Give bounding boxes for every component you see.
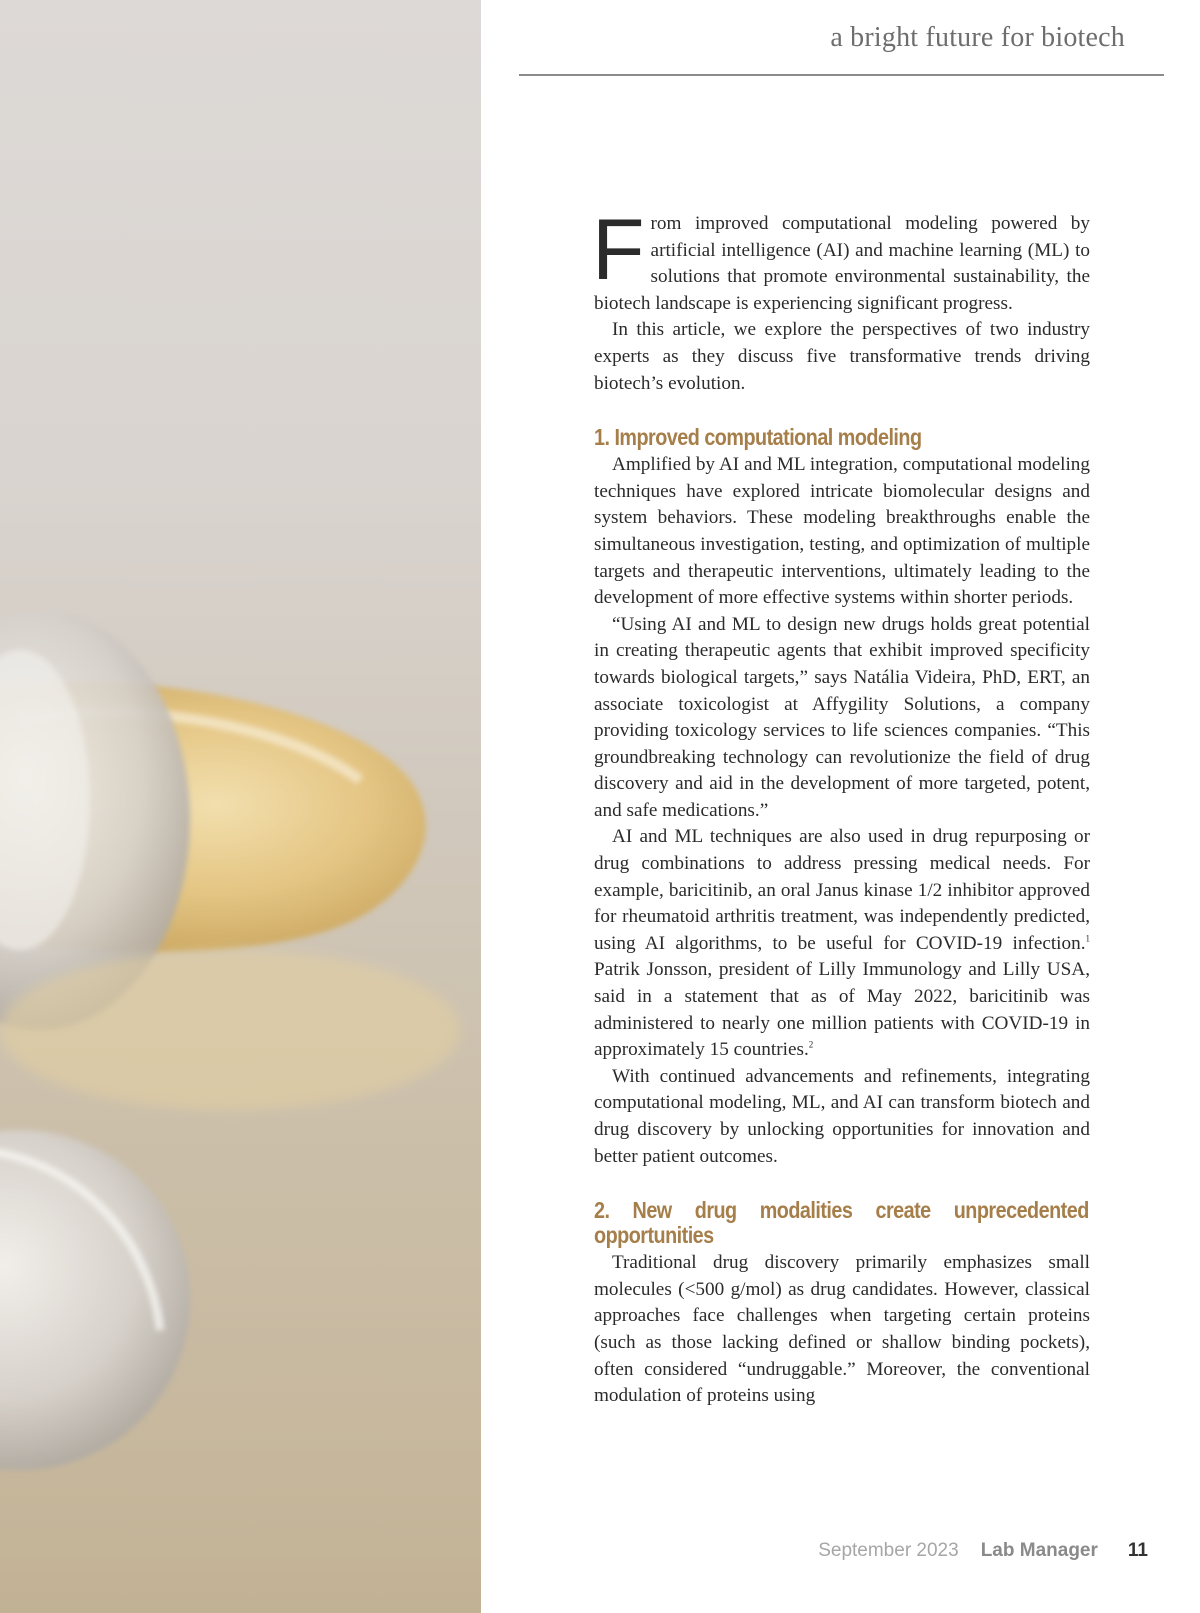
article-body (592, 202, 1090, 1410)
section-2-paragraph: Traditional drug discovery primarily emphasizes small molecules (<500 g/mol) as drug candidates. However, classical approaches face challenges when targeting certain proteins (such as those lacking defined or shallow binding pockets), often considered “undruggable.” Moreover, the conventional modulation of proteins using (594, 1252, 1090, 1407)
reference-mark: 1 (1085, 933, 1090, 944)
page-number: 11 (1127, 1540, 1148, 1561)
header-rule (519, 74, 1164, 76)
intro-paragraph (592, 202, 1090, 317)
section-1-paragraph (594, 824, 1090, 1063)
section-2-heading: 2. New drug modalities create unprecedented opportunities (594, 1197, 1089, 1249)
section-1-paragraph: With continued advancements and refinements, integrating computational modeling, ML, and AI can transform biotech and drug discovery by unlocking opportunities for innovation and better patient outcomes. (594, 1065, 1090, 1167)
running-head: a bright future for biotech (830, 22, 1125, 53)
capsule-photo (0, 0, 481, 1613)
magazine-name: Lab Manager (980, 1540, 1098, 1561)
paragraph-text: Patrik Jonsson, president of Lilly Immunology and Lilly USA, said in a statement that as of May 2022, baricitinib was administered to nearly one million patients with COVID-19 in approximately 15 countries. (594, 959, 1090, 1061)
issue-date: September 2023 (818, 1540, 959, 1561)
reference-mark: 2 (808, 1039, 814, 1050)
section-1-paragraph: “Using AI and ML to design new drugs holds great potential in creating therapeutic agents that exhibit improved specificity towards biological targets,” says Natália Videira, PhD, ERT, an associate toxicologist at Affygility Solutions, a company providing toxicology services to life sciences companies. “This groundbreaking technology can revolutionize the field of drug discovery and aid in the development of more targeted, potent, and safe medications.” (594, 613, 1090, 821)
capsule-illustration (0, 0, 481, 1613)
section-1-heading: 1. Improved computational modeling (594, 424, 922, 451)
section-1-paragraph: Amplified by AI and ML integration, computational modeling techniques have explored intricate biomolecular designs and system behaviors. These modeling breakthroughs enable the simultaneous investigation, testing, and optimization of multiple targets and therapeutic interventions, ultimately leading to the development of more effective systems within shorter periods. (594, 454, 1090, 609)
page-footer (818, 1540, 1148, 1562)
drop-cap: F (592, 202, 645, 298)
paragraph-text: AI and ML techniques are also used in drug repurposing or drug combinations to address pressing medical needs. For example, baricitinib, an oral Janus kinase 1/2 inhibitor approved for rheumatoid arthritis treatment, was independently predicted, using AI algorithms, to be useful for COVID-19 infection. (594, 826, 1090, 954)
intro-paragraph-2: In this article, we explore the perspectives of two industry experts as they discuss five transformative trends driving biotech’s evolution. (594, 319, 1090, 394)
intro-text: rom improved computational modeling powered by artificial intelligence (AI) and machine learning (ML) to solutions that promote environmental sustainability, the biotech landscape is experiencing significant progress. (594, 213, 1090, 314)
